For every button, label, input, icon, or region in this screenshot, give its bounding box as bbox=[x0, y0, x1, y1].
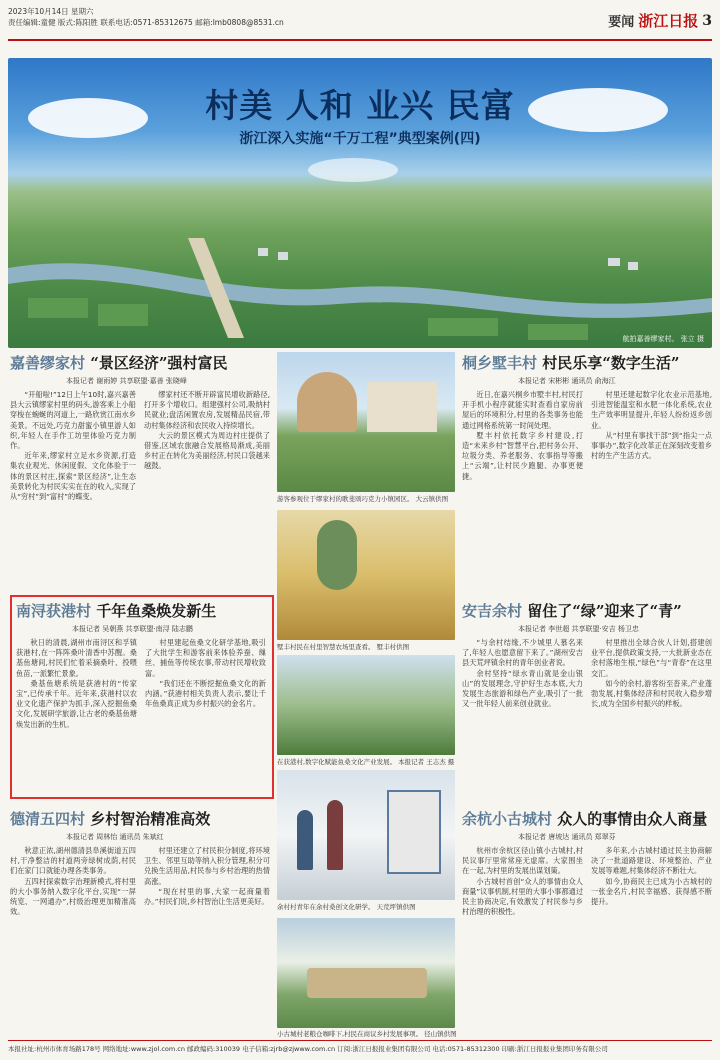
editor-line: 责任编辑:童健 版式:陈阳胜 联系电话:0571-85312675 邮箱:lmb0808@8531.cn bbox=[8, 18, 284, 27]
article-title: 千年鱼桑焕发新生 bbox=[96, 602, 217, 620]
photo-jiashan bbox=[277, 352, 455, 492]
person-shape bbox=[297, 810, 313, 870]
article-paragraph: 多年来,小古城村通过民主协商解决了一批道路建设、环境整治、产业发展等难题,村集体经济不断壮大。 bbox=[591, 846, 712, 876]
photo-deqing-2 bbox=[277, 918, 455, 1028]
article-headline bbox=[462, 600, 712, 621]
hero-caption: 航拍嘉善缪家村。 张立 摄 bbox=[622, 335, 704, 343]
article-title: 留住了“绿”迎来了“青” bbox=[527, 602, 682, 620]
article-place: 安吉余村 bbox=[462, 602, 523, 620]
photo-caption: 余村村青年在余村桑创文化研学。 天荒坪镇供图 bbox=[277, 903, 416, 911]
article-headline bbox=[10, 352, 270, 373]
article-byline: 本报记者 李世超 共享联盟·安吉 杨卫忠 bbox=[518, 625, 639, 633]
building-shape bbox=[367, 382, 437, 432]
photo-nanxun-2 bbox=[277, 770, 455, 900]
masthead bbox=[608, 10, 712, 31]
article-paragraph: 小古城村首创“众人的事情由众人商量”议事机制,村里的大事小事都通过民主协商决定,有效激发了村民参与乡村治理的积极性。 bbox=[462, 876, 584, 917]
article-title: 村民乐享“数字生活” bbox=[542, 354, 680, 372]
article-paragraph: 缪家村还不断开辟富民增收新路径,打开多个增收口。组建强村公司,吸纳村民就业;盘活闲置农房,发展精品民宿,带动村集体经济和农民收入持续增长。 bbox=[144, 390, 270, 430]
article-paragraph: “现在村里的事,大家一起商量着办。”村民们说,乡村智治让生活更美好。 bbox=[144, 886, 270, 907]
cloud-shape bbox=[308, 158, 398, 182]
article-byline: 本报记者 周林怡 通讯员 朱斌红 bbox=[66, 833, 164, 841]
article-paragraph: 五四村探索数字治理新模式,将村里的大小事务纳入数字化平台,实现“一屏统览、一网通办”,村级治理更加精准高效。 bbox=[10, 876, 136, 917]
page-footer: 本报社址:杭州市体育场路178号 网络地址:www.zjol.com.cn 邮政编码:310039 电子信箱:zjrb@zjwww.com.cn 订阅:浙江日报报业集团有限公司 电话:0571-85312300 印刷:浙江日报报业集团印务有限公司 bbox=[8, 1040, 712, 1053]
article-place: 余杭小古城村 bbox=[462, 810, 553, 828]
tree-shape bbox=[317, 520, 357, 590]
article-paragraph: 秋意正浓,湖州德清县阜溪街道五四村,干净整洁的村道两旁绿树成荫,村民们在家门口就能办理各类事务。 bbox=[10, 846, 136, 876]
article-paragraph: 近年来,缪家村立足水乡资源,打造集农业观光、休闲度假、文化体验于一体的景区村庄,探索“景区经济”,让生态美景转化为村民实实在在的收入,实现了从“穷村”到“富村”的蝶变。 bbox=[10, 451, 136, 502]
person-shape bbox=[327, 800, 343, 870]
hero-banner bbox=[8, 58, 712, 348]
paper-name: 浙江日报 bbox=[638, 12, 699, 30]
page-number: 3 bbox=[702, 12, 712, 29]
header-rule bbox=[8, 39, 712, 41]
article-nanxun bbox=[16, 600, 266, 730]
article-tongxiang bbox=[462, 352, 712, 482]
page-header bbox=[8, 6, 712, 46]
hero-subtitle: 浙江深入实施“千万工程”典型案例(四) bbox=[239, 131, 481, 147]
article-yuhang bbox=[462, 808, 712, 917]
building-shape bbox=[297, 372, 357, 432]
section-label: 要闻 bbox=[608, 15, 635, 30]
article-headline bbox=[16, 600, 266, 621]
article-headline bbox=[10, 808, 270, 829]
photo-tongxiang bbox=[277, 510, 455, 640]
article-byline: 本报记者 谢雨婷 共享联盟·嘉善 张晓峰 bbox=[66, 377, 187, 385]
article-byline: 本报记者 吴朝燕 共享联盟·南浔 陆志鹏 bbox=[72, 625, 193, 633]
article-deqing bbox=[10, 808, 270, 917]
article-paragraph: 如今的余村,游客纷至沓来,产业蓬勃发展,村集体经济和村民收入稳步增长,成为全国乡村振兴的样板。 bbox=[591, 678, 712, 709]
article-headline bbox=[462, 352, 712, 373]
display-screen-shape bbox=[387, 790, 441, 874]
article-place: 德清五四村 bbox=[10, 810, 86, 828]
article-paragraph: 村里还建起数字化农业示范基地,引进智能温室和水肥一体化系统,农业生产效率明显提升,年轻人纷纷返乡创业。 bbox=[591, 390, 712, 430]
article-paragraph: “我们还在不断挖掘鱼桑文化的新内涵。”获港村相关负责人表示,要让千年鱼桑真正成为乡村振兴的金名片。 bbox=[145, 678, 266, 709]
article-paragraph: 村里建起鱼桑文化研学基地,吸引了大批学生和游客前来体验养蚕、缫丝、捕鱼等传统农事,带动村民增收致富。 bbox=[145, 638, 266, 678]
article-byline: 本报记者 唐坡达 通讯员 郑翠芬 bbox=[518, 833, 616, 841]
photo-caption: 墅丰村民在村里智慧农场里查看。 墅丰村供图 bbox=[277, 643, 410, 651]
article-paragraph: 从“村里有事找干部”到“指尖一点事事办”,数字化改革正在深刻改变着乡村的生产生活方式。 bbox=[591, 430, 713, 461]
article-place: 南浔获港村 bbox=[16, 602, 92, 620]
article-paragraph: 近日,在嘉兴桐乡市墅丰村,村民打开手机小程序就能实时查看自家房前屋后的环境积分,村里的各类事务也能通过网格系统第一时间处理。 bbox=[462, 390, 583, 430]
article-paragraph: 杭州市余杭区径山镇小古城村,村民议事厅里常常座无虚席。大家围坐在一起,为村里的发展出谋划策。 bbox=[462, 846, 583, 876]
article-place: 桐乡墅丰村 bbox=[462, 354, 538, 372]
table-shape bbox=[307, 968, 427, 998]
hero-title: 村美 人和 业兴 民富 bbox=[205, 86, 515, 125]
article-paragraph: 墅丰村依托数字乡村建设,打造“未来乡村”智慧平台,把村务公开、垃圾分类、养老服务、农事指导等搬上“云端”,让村民少跑腿、办事更便捷。 bbox=[462, 430, 583, 481]
article-paragraph: 余村坚持“绿水青山就是金山银山”的发展理念,守护好生态本底,大力发展生态旅游和绿色产业,吸引了一批又一批年轻人前来创业就业。 bbox=[462, 668, 583, 709]
article-title: “景区经济”强村富民 bbox=[90, 354, 228, 372]
article-headline bbox=[462, 808, 712, 829]
article-paragraph: 如今,协商民主已成为小古城村的一张金名片,村民幸福感、获得感不断提升。 bbox=[591, 876, 712, 907]
article-paragraph: “与余村结缘,不少城里人慕名来了,年轻人也愿意留下来了。”湖州安吉县天荒坪镇余村的青年创业者说。 bbox=[462, 638, 583, 668]
article-title: 众人的事情由众人商量 bbox=[557, 810, 708, 828]
photo-caption: 在获港村,数字化赋能鱼桑文化产业发展。 本报记者 王志杰 摄 bbox=[277, 758, 455, 766]
photo-nanxun-1 bbox=[277, 655, 455, 755]
date-line: 2023年10月14日 星期六 bbox=[8, 7, 94, 16]
article-paragraph: 村里推出全球合伙人计划,搭建创业平台,提供政策支持,一大批新业态在余村落地生根,“绿色”与“青春”在这里交汇。 bbox=[591, 638, 712, 678]
photo-caption: 游客参观位于缪家村的歌斐颂巧克力小镇园区。 大云镇供图 bbox=[277, 495, 449, 503]
photo-caption: 小古城村老粮仓咖啡下,村民在商议乡村发展事项。 径山镇供图 bbox=[277, 1030, 457, 1038]
article-paragraph: 桑基鱼塘系统是获港村的“传家宝”,已传承千年。近年来,获港村以农业文化遗产保护为抓手,深入挖掘鱼桑文化,发展研学旅游,让古老的桑基鱼塘焕发出新的生机。 bbox=[16, 678, 137, 729]
article-title: 乡村智治精准高效 bbox=[90, 810, 211, 828]
article-paragraph: 秋日的清晨,湖州市南浔区和孚镇获港村,在一阵阵桑叶清香中苏醒。桑基鱼塘间,村民们忙着采摘桑叶、投喂鱼苗,一派繁忙景象。 bbox=[16, 638, 137, 678]
article-byline: 本报记者 宋彬彬 通讯员 俞海江 bbox=[518, 377, 616, 385]
article-place: 嘉善缪家村 bbox=[10, 354, 86, 372]
article-anji bbox=[462, 600, 712, 709]
article-paragraph: 村里还建立了村民积分制度,将环境卫生、邻里互助等纳入积分管理,积分可兑换生活用品,村民参与乡村治理的热情高涨。 bbox=[144, 846, 270, 886]
article-paragraph: 大云的景区模式为周边村庄提供了借鉴,区域农旅融合发展格局渐成,美丽乡村正在转化为美丽经济,村民口袋越来越鼓。 bbox=[144, 430, 270, 471]
article-paragraph: “开船啦!”12日上午10时,嘉兴嘉善县大云镇缪家村里的码头,游客乘上小船穿梭在蜿蜒的河道上,一路欣赏江南水乡美景。不远处,巧克力甜蜜小镇里游人如织,年轻人在手作工坊里体验巧克力制作。 bbox=[10, 390, 136, 451]
article-jiashan bbox=[10, 352, 270, 502]
aerial-landscape-illustration bbox=[8, 228, 712, 348]
